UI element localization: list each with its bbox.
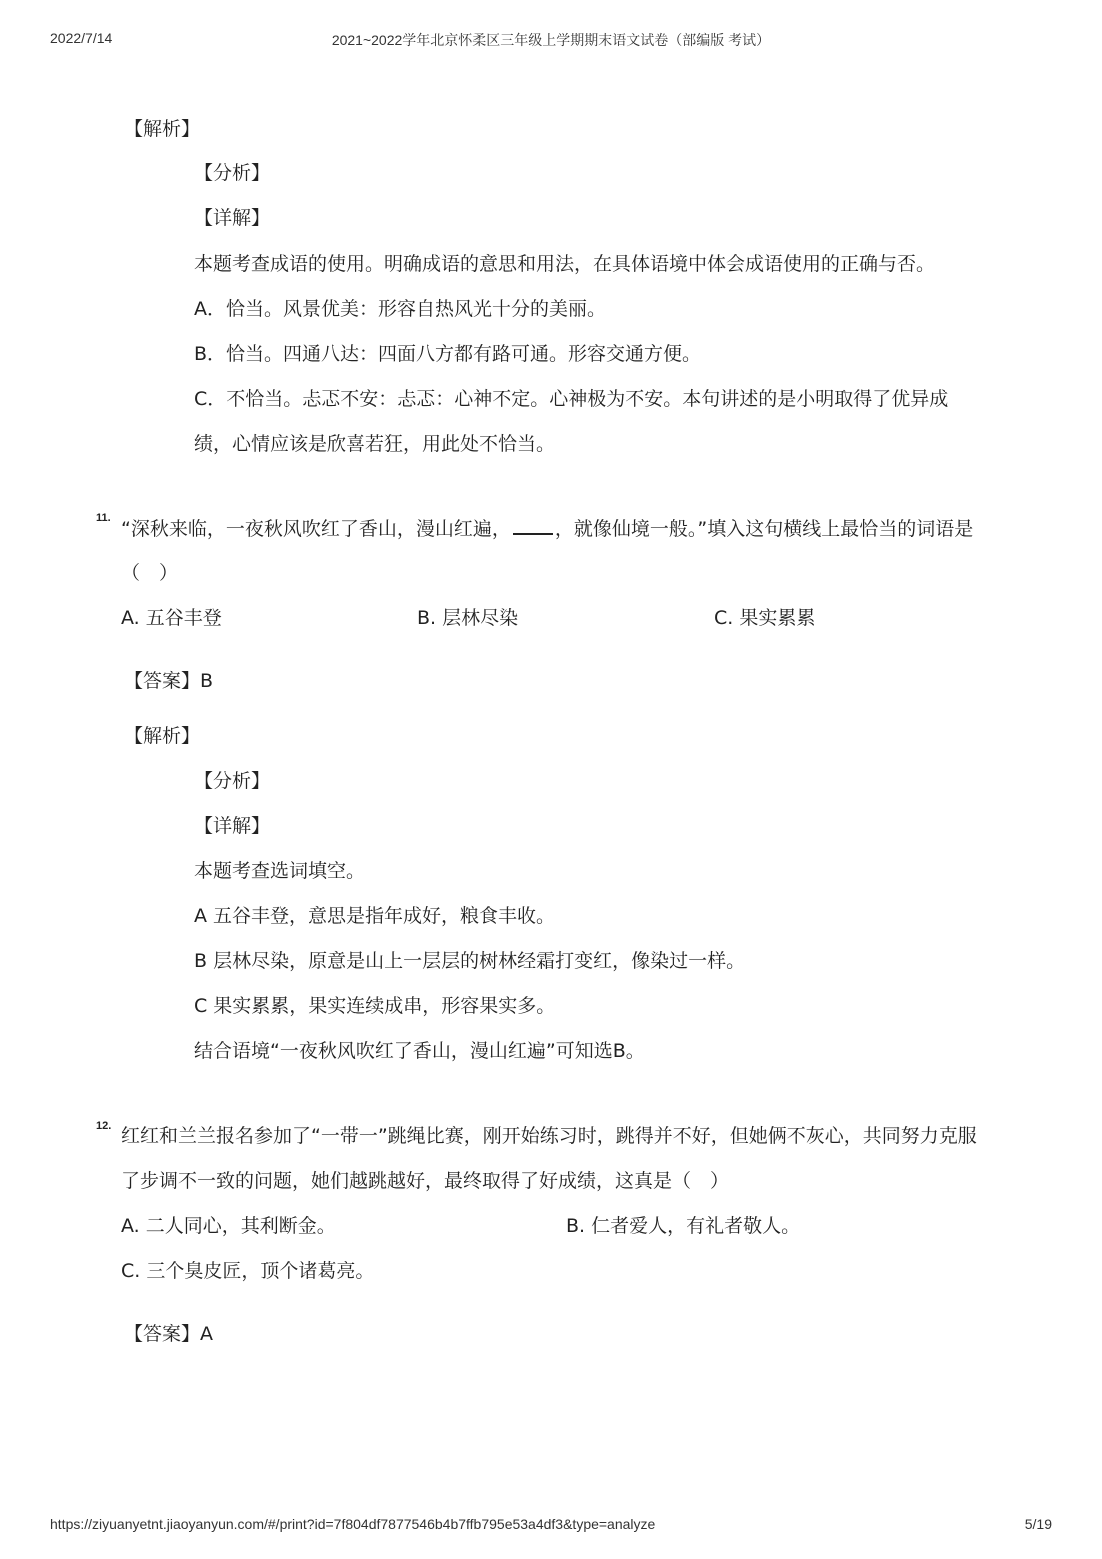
q11-analysis-line: C 果实累累，果实连续成串，形容果实多。 — [194, 995, 556, 1017]
q11-question-text — [121, 515, 973, 542]
q12-answer — [124, 1321, 213, 1347]
q11-option-c: C. 果实累累 — [714, 607, 816, 629]
q11-fenxi-label: 【分析】 — [194, 770, 271, 792]
q11-question-text-line2: （ ） — [121, 562, 179, 584]
q12-question-text: 红红和兰兰报名参加了“一带一”跳绳比赛，刚开始练习时，跳得并不好，但她俩不灰心，共同努力克服 — [121, 1125, 977, 1147]
q11-answer-label: 【答案】 — [124, 670, 201, 692]
q11-analysis-line: A 五谷丰登，意思是指年成好，粮食丰收。 — [194, 905, 556, 927]
q11-blank — [513, 515, 553, 535]
q10-analysis-line: 本题考查成语的使用。明确成语的意思和用法，在具体语境中体会成语使用的正确与否。 — [194, 253, 936, 275]
q11-text-part1: “深秋来临，一夜秋风吹红了香山，漫山红遍， — [121, 518, 511, 540]
q12-answer-value: A — [200, 1323, 214, 1345]
q10-analysis-label: 【解析】 — [124, 118, 201, 140]
q11-option-a: A. 五谷丰登 — [121, 607, 222, 629]
header-title: 2021~2022学年北京怀柔区三年级上学期期末语文试卷（部编版 考试） — [331, 32, 771, 48]
q11-answer — [124, 668, 213, 694]
q11-text-part2: ，就像仙境一般。”填入这句横线上最恰当的词语是 — [554, 518, 974, 540]
q12-option-c: C. 三个臭皮匠，顶个诸葛亮。 — [121, 1260, 375, 1282]
q10-analysis-line: A．恰当。风景优美：形容自热风光十分的美丽。 — [194, 298, 606, 320]
q11-analysis-line: B 层林尽染，原意是山上一层层的树林经霜打变红，像染过一样。 — [194, 950, 746, 972]
header-date: 2022/7/14 — [50, 30, 113, 46]
q12-number: 12. — [96, 1120, 112, 1132]
q11-option-b: B. 层林尽染 — [417, 607, 519, 629]
q11-analysis-line: 结合语境“一夜秋风吹红了香山，漫山红遍”可知选B。 — [194, 1040, 645, 1062]
q10-analysis-line: 绩，心情应该是欣喜若狂，用此处不恰当。 — [194, 433, 556, 455]
footer-page-number: 5/19 — [1024, 1516, 1052, 1532]
q11-analysis-line: 本题考查选词填空。 — [194, 860, 366, 882]
q10-analysis-line: B．恰当。四通八达：四面八方都有路可通。形容交通方便。 — [194, 343, 702, 365]
q11-analysis-label: 【解析】 — [124, 725, 201, 747]
q11-xiangjie-label: 【详解】 — [194, 815, 271, 837]
q10-xiangjie-label: 【详解】 — [194, 207, 271, 229]
q10-fenxi-label: 【分析】 — [194, 162, 271, 184]
q12-question-text-line2: 了步调不一致的问题，她们越跳越好，最终取得了好成绩，这真是（ ） — [121, 1170, 730, 1192]
q12-option-b: B. 仁者爱人，有礼者敬人。 — [566, 1215, 801, 1237]
q10-analysis-line: C．不恰当。忐忑不安：忐忑：心神不定。心神极为不安。本句讲述的是小明取得了优异成 — [194, 388, 949, 410]
q12-answer-label: 【答案】 — [124, 1323, 201, 1345]
q12-option-a: A. 二人同心，其利断金。 — [121, 1215, 336, 1237]
footer-url: https://ziyuanyetnt.jiaoyanyun.com/#/print?id=7f804df7877546b4b7ffb795e53a4df3&type=analyze — [50, 1516, 656, 1532]
q11-number: 11. — [96, 512, 111, 524]
q11-answer-value: B — [200, 670, 214, 692]
